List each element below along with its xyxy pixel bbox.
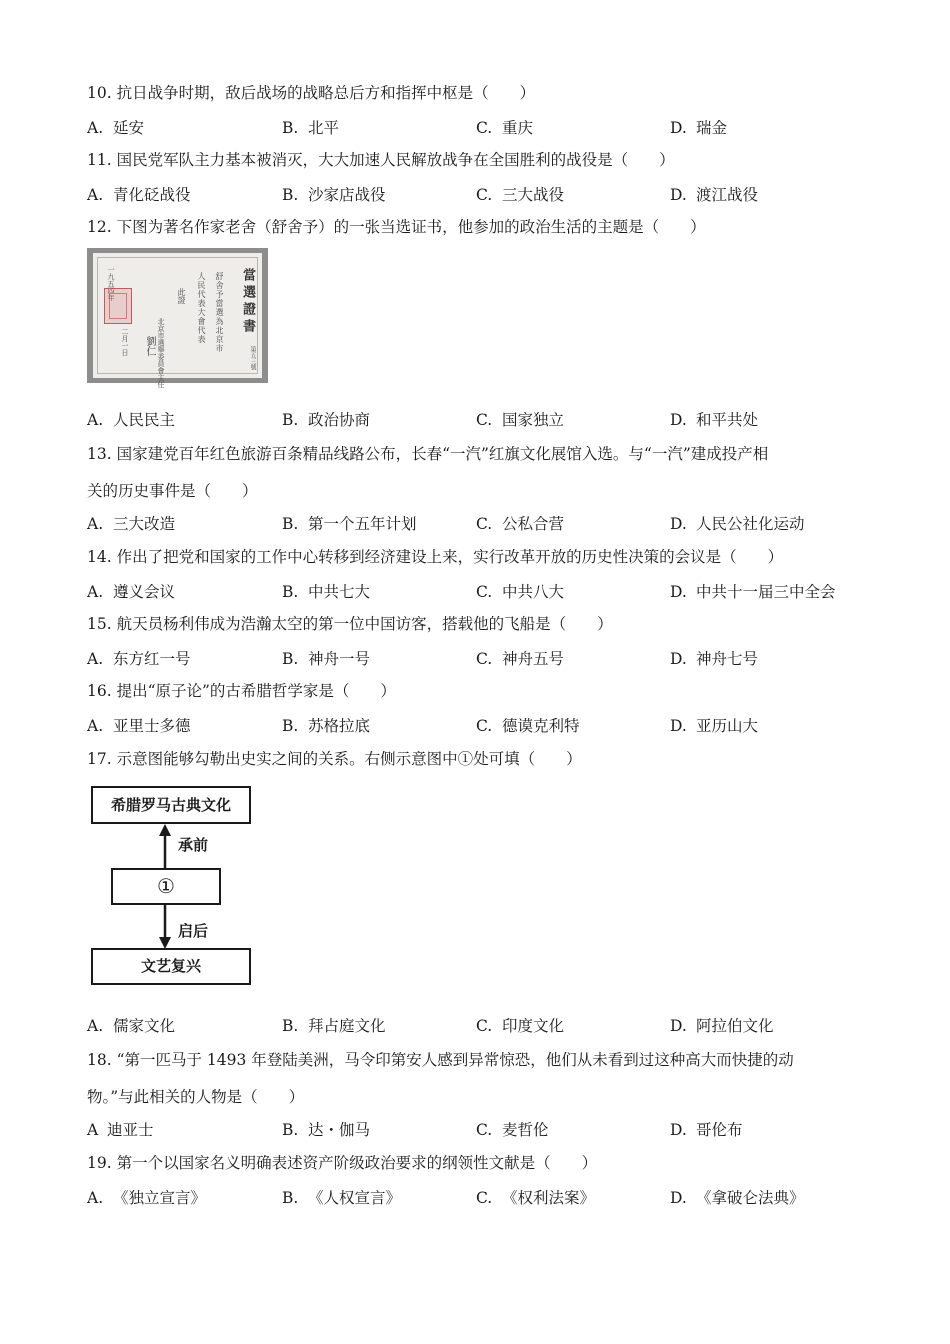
- option-c[interactable]: C. 麦哲伦: [476, 1121, 549, 1139]
- up-arrow-icon: [150, 824, 180, 868]
- diagram-middle-box: ①: [111, 868, 221, 905]
- option-a[interactable]: A. 东方红一号: [87, 650, 191, 668]
- diagram-top-box: 希腊罗马古典文化: [91, 786, 251, 824]
- option-b[interactable]: B. 第一个五年计划: [282, 515, 417, 533]
- question-17-stem: 17. 示意图能够勾勒出史实之间的关系。右侧示意图中①处可填（ ）: [87, 750, 582, 768]
- option-a[interactable]: A. 遵义会议: [87, 583, 176, 601]
- question-13-stem: 13. 国家建党百年红色旅游百条精品线路公布，长春“一汽”红旗文化展馆入选。与“一汽”建成投产相: [87, 445, 769, 463]
- option-a[interactable]: A. 儒家文化: [87, 1017, 176, 1035]
- option-b[interactable]: B. 拜占庭文化: [282, 1017, 386, 1035]
- certificate-line-2: 人民代表大會代表: [197, 272, 206, 344]
- certificate-line-3: 此證: [177, 288, 186, 304]
- option-c[interactable]: C. 重庆: [476, 119, 534, 137]
- question-15-stem: 15. 航天员杨利伟成为浩瀚太空的第一位中国访客，搭载他的飞船是（ ）: [87, 615, 613, 633]
- red-seal-stamp: [104, 288, 132, 324]
- question-12-options: [87, 408, 887, 430]
- option-b[interactable]: B. 达・伽马: [282, 1121, 371, 1139]
- option-a[interactable]: A. 人民民主: [87, 411, 176, 429]
- option-d[interactable]: D. 哥伦布: [670, 1121, 743, 1139]
- down-arrow-icon: [150, 905, 180, 949]
- option-a[interactable]: A. 三大改造: [87, 515, 176, 533]
- option-a[interactable]: A 迪亚士: [87, 1121, 154, 1139]
- certificate-signer: 劉仁: [144, 336, 155, 356]
- question-19-stem: 19. 第一个以国家名义明确表述资产阶级政治要求的纲领性文献是（ ）: [87, 1154, 598, 1172]
- option-c[interactable]: C. 国家独立: [476, 411, 565, 429]
- option-d[interactable]: D. 人民公社化运动: [670, 515, 805, 533]
- option-d[interactable]: D. 阿拉伯文化: [670, 1017, 774, 1035]
- question-15-options: [87, 647, 887, 669]
- question-12-stem: 12. 下图为著名作家老舍（舒舍予）的一张当选证书，他参加的政治生活的主题是（ ）: [87, 218, 706, 236]
- diagram-bottom-box: 文艺复兴: [91, 948, 251, 985]
- question-13-options: [87, 512, 887, 534]
- option-c[interactable]: C. 德谟克利特: [476, 717, 580, 735]
- option-b[interactable]: B. 中共七大: [282, 583, 371, 601]
- option-b[interactable]: B. 北平: [282, 119, 340, 137]
- option-c[interactable]: C. 印度文化: [476, 1017, 565, 1035]
- question-18-stem: 18. “第一匹马于 1493 年登陆美洲，马令印第安人感到异常惊恐，他们从未看到过这种高大而快捷的动: [87, 1051, 794, 1069]
- question-18-options: [87, 1118, 887, 1140]
- arrow-down-label: 启后: [178, 922, 209, 940]
- option-c[interactable]: C. 神舟五号: [476, 650, 565, 668]
- option-b[interactable]: B. 苏格拉底: [282, 717, 371, 735]
- question-19-options: [87, 1186, 887, 1208]
- option-b[interactable]: B. 《人权宣言》: [282, 1189, 402, 1207]
- certificate-date-2: 二月一日: [121, 328, 129, 356]
- option-c[interactable]: C. 公私合营: [476, 515, 565, 533]
- question-11-options: [87, 183, 887, 205]
- question-17-options: [87, 1014, 887, 1036]
- option-d[interactable]: D. 亚历山大: [670, 717, 759, 735]
- certificate-border: [97, 257, 258, 388]
- option-d[interactable]: D. 中共十一届三中全会: [670, 583, 836, 601]
- option-c[interactable]: C. 三大战役: [476, 186, 565, 204]
- certificate-paper: [93, 253, 262, 388]
- option-a[interactable]: A. 青化砭战役: [87, 186, 191, 204]
- option-b[interactable]: B. 沙家店战役: [282, 186, 386, 204]
- option-b[interactable]: B. 政治协商: [282, 411, 371, 429]
- question-16-stem: 16. 提出“原子论”的古希腊哲学家是（ ）: [87, 682, 396, 700]
- question-13-stem-cont: 关的历史事件是（ ）: [87, 482, 258, 500]
- question-14-options: [87, 580, 887, 602]
- question-14-stem: 14. 作出了把党和国家的工作中心转移到经济建设上来，实行改革开放的历史性决策的会议是（ ）: [87, 548, 784, 566]
- arrow-up-label: 承前: [178, 836, 209, 854]
- option-d[interactable]: D. 渡江战役: [670, 186, 759, 204]
- question-11-stem: 11. 国民党军队主力基本被消灭，大大加速人民解放战争在全国胜利的战役是（ ）: [87, 151, 675, 169]
- question-18-stem-cont: 物。”与此相关的人物是（ ）: [87, 1088, 305, 1106]
- certificate-serial: 第五三號: [249, 346, 256, 370]
- option-a[interactable]: A. 延安: [87, 119, 145, 137]
- option-b[interactable]: B. 神舟一号: [282, 650, 371, 668]
- certificate-issuer: 北京市選舉委員會主任: [157, 318, 165, 388]
- certificate-title: 當選證書: [240, 268, 255, 336]
- election-certificate-photo: [87, 248, 268, 388]
- option-d[interactable]: D. 和平共处: [670, 411, 759, 429]
- option-c[interactable]: C. 中共八大: [476, 583, 565, 601]
- question-10-stem: 10. 抗日战争时期，敌后战场的战略总后方和指挥中枢是（ ）: [87, 84, 536, 102]
- certificate-line-1: 舒舍予當選為北京市: [215, 272, 224, 353]
- question-16-options: [87, 714, 887, 736]
- option-a[interactable]: A. 亚里士多德: [87, 717, 191, 735]
- option-a[interactable]: A. 《独立宣言》: [87, 1189, 207, 1207]
- option-d[interactable]: D. 神舟七号: [670, 650, 759, 668]
- question-10-options: [87, 116, 887, 138]
- option-c[interactable]: C. 《权利法案》: [476, 1189, 596, 1207]
- option-d[interactable]: D. 《拿破仑法典》: [670, 1189, 805, 1207]
- certificate-date: 一九五四年: [107, 266, 115, 301]
- option-d[interactable]: D. 瑞金: [670, 119, 728, 137]
